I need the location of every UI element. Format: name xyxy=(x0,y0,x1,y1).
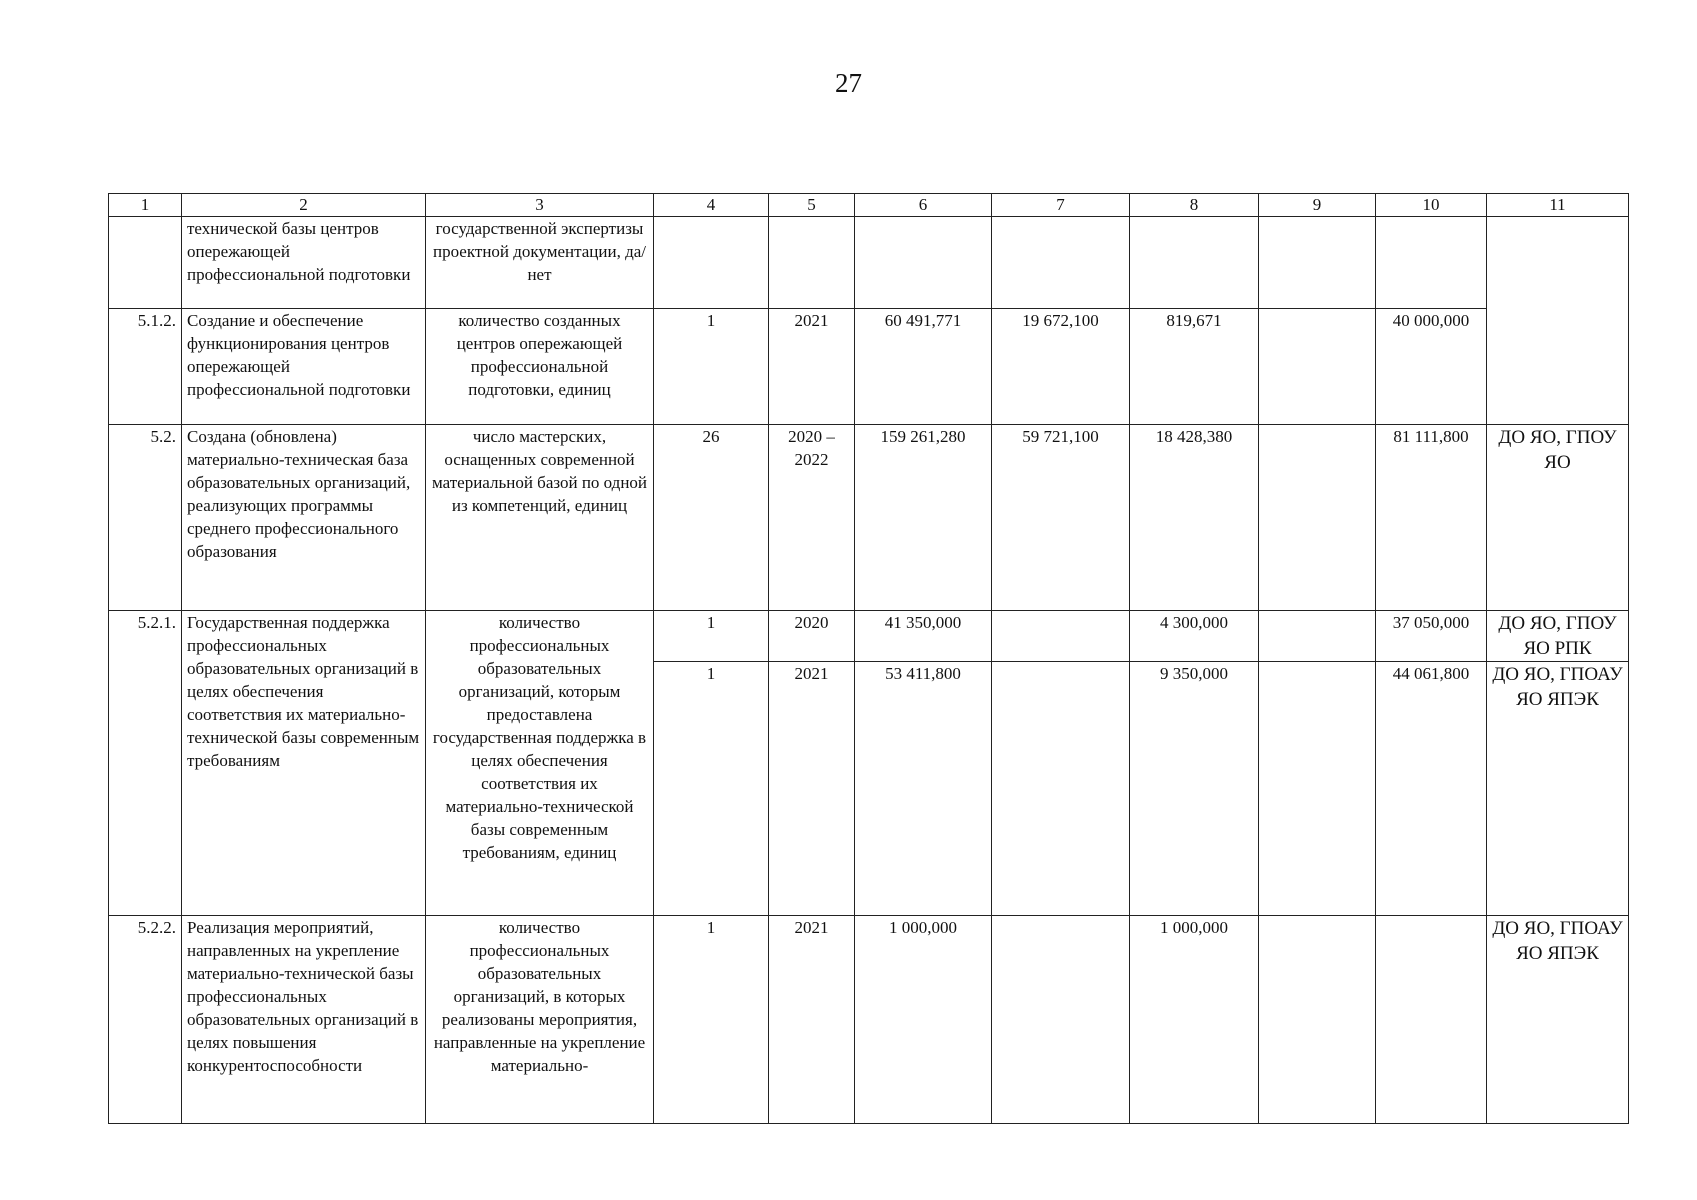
cell-year: 2021 xyxy=(769,916,855,1124)
cell-empty xyxy=(992,217,1130,309)
table-row xyxy=(109,916,1629,1124)
cell-extra: 37 050,000 xyxy=(1376,611,1487,662)
cell-value: 1 xyxy=(654,611,769,662)
table-row xyxy=(109,611,1629,662)
cell-value: 1 xyxy=(654,309,769,425)
cell-executor: ДО ЯО, ГПОАУ ЯО ЯПЭК xyxy=(1487,662,1629,916)
cell-code: 5.2. xyxy=(109,425,182,611)
cell-federal: 19 672,100 xyxy=(992,309,1130,425)
cell-empty xyxy=(1130,217,1259,309)
cell-year: 2021 xyxy=(769,662,855,916)
cell-year: 2020 xyxy=(769,611,855,662)
cell-empty xyxy=(1487,217,1629,425)
cell-total: 60 491,771 xyxy=(855,309,992,425)
cell-indicator: количество профессиональных образовательных организаций, в которых реализованы мероприятия, направленные на укрепление материально- xyxy=(426,916,654,1124)
cell-name: Реализация мероприятий, направленных на укрепление материально-технической базы профессиональных образовательных организаций в целях повышения конкурентоспособности xyxy=(182,916,426,1124)
cell-regional: 1 000,000 xyxy=(1130,916,1259,1124)
column-header-11: 11 xyxy=(1487,194,1629,217)
cell-name: технической базы центров опережающей профессиональной подготовки xyxy=(182,217,426,309)
cell-indicator: число мастерских, оснащенных современной материальной базой по одной из компетенций, единиц xyxy=(426,425,654,611)
cell-name: Создание и обеспечение функционирования центров опережающей профессиональной подготовки xyxy=(182,309,426,425)
cell-local xyxy=(1259,662,1376,916)
cell-indicator: количество профессиональных образовательных организаций, которым предоставлена государственная поддержка в целях обеспечения соответствия их материально-технической базы современным требованиям, единиц xyxy=(426,611,654,916)
column-header-1: 1 xyxy=(109,194,182,217)
cell-value: 26 xyxy=(654,425,769,611)
cell-indicator: государственной экспертизы проектной документации, да/нет xyxy=(426,217,654,309)
cell-year: 2021 xyxy=(769,309,855,425)
page-number: 27 xyxy=(835,68,862,98)
column-header-6: 6 xyxy=(855,194,992,217)
cell-empty xyxy=(1259,217,1376,309)
column-header-4: 4 xyxy=(654,194,769,217)
cell-total: 41 350,000 xyxy=(855,611,992,662)
cell-total: 1 000,000 xyxy=(855,916,992,1124)
cell-name: Государственная поддержка профессиональных образовательных организаций в целях обеспечения соответствия их материально-технической базы современным требованиям xyxy=(182,611,426,916)
table-row xyxy=(109,425,1629,611)
cell-regional: 18 428,380 xyxy=(1130,425,1259,611)
cell-code: 5.2.1. xyxy=(109,611,182,916)
column-header-2: 2 xyxy=(182,194,426,217)
cell-federal: 59 721,100 xyxy=(992,425,1130,611)
cell-year: 2020 – 2022 xyxy=(769,425,855,611)
cell-empty xyxy=(855,217,992,309)
cell-name: Создана (обновлена) материально-техническая база образовательных организаций, реализующих программы среднего профессионального образования xyxy=(182,425,426,611)
cell-total: 159 261,280 xyxy=(855,425,992,611)
column-header-5: 5 xyxy=(769,194,855,217)
table-row xyxy=(109,309,1629,425)
cell-empty xyxy=(769,217,855,309)
cell-value: 1 xyxy=(654,662,769,916)
cell-federal xyxy=(992,662,1130,916)
program-table xyxy=(108,193,1629,1124)
column-header-7: 7 xyxy=(992,194,1130,217)
cell-total: 53 411,800 xyxy=(855,662,992,916)
column-header-9: 9 xyxy=(1259,194,1376,217)
cell-local xyxy=(1259,916,1376,1124)
cell-federal xyxy=(992,611,1130,662)
table-row xyxy=(109,217,1629,309)
cell-executor: ДО ЯО, ГПОУ ЯО xyxy=(1487,425,1629,611)
column-header-8: 8 xyxy=(1130,194,1259,217)
cell-local xyxy=(1259,611,1376,662)
cell-value: 1 xyxy=(654,916,769,1124)
cell-indicator: количество созданных центров опережающей профессиональной подготовки, единиц xyxy=(426,309,654,425)
cell-executor: ДО ЯО, ГПОАУ ЯО ЯПЭК xyxy=(1487,916,1629,1124)
cell-code: 5.2.2. xyxy=(109,916,182,1124)
cell-regional: 819,671 xyxy=(1130,309,1259,425)
cell-executor: ДО ЯО, ГПОУ ЯО РПК xyxy=(1487,611,1629,662)
cell-extra: 40 000,000 xyxy=(1376,309,1487,425)
cell-federal xyxy=(992,916,1130,1124)
cell-extra xyxy=(1376,916,1487,1124)
cell-local xyxy=(1259,425,1376,611)
column-number-row xyxy=(109,194,1629,217)
cell-regional: 9 350,000 xyxy=(1130,662,1259,916)
cell-local xyxy=(1259,309,1376,425)
cell-extra: 81 111,800 xyxy=(1376,425,1487,611)
column-header-3: 3 xyxy=(426,194,654,217)
cell-code xyxy=(109,217,182,309)
cell-regional: 4 300,000 xyxy=(1130,611,1259,662)
column-header-10: 10 xyxy=(1376,194,1487,217)
cell-code: 5.1.2. xyxy=(109,309,182,425)
cell-extra: 44 061,800 xyxy=(1376,662,1487,916)
cell-empty xyxy=(654,217,769,309)
cell-empty xyxy=(1376,217,1487,309)
